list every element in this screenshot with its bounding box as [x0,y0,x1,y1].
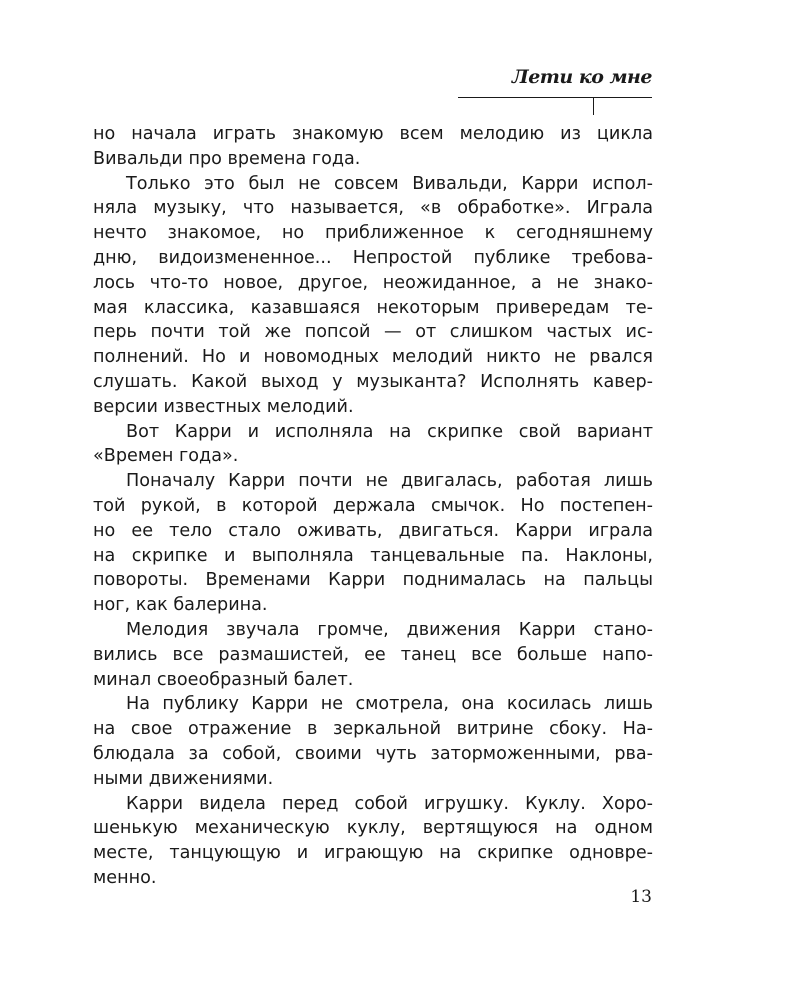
text-line: перь почти той же попсой — от слишком частых ис- [93,322,653,343]
text-line: «Времен года». [93,446,239,467]
body-text [93,122,653,891]
text-line: шенькую механическую куклу, вертящуюся на одном [93,818,653,839]
text-line: дню, видоизмененное... Непростой публике требова- [93,247,653,268]
text-line: лось что-то новое, другое, неожиданное, а не знако- [93,272,653,293]
text-line: месте, танцующую и играющую на скрипке одновре- [93,843,653,864]
text-line: Вот Карри и исполняла на скрипке свой вариант [126,421,653,442]
text-line: няла музыку, что называется, «в обработке». Играла [93,198,653,219]
text-line: но начала играть знакомую всем мелодию из цикла [93,124,653,144]
text-line: минал своеобразный балет. [93,669,354,690]
text-line: вились все размашистей, ее танец все больше напо- [93,644,653,665]
text-line: Карри видела перед собой игрушку. Куклу. Хоро- [126,793,653,814]
text-line: повороты. Временами Карри поднималась на пальцы [93,570,653,591]
text-line: ными движениями. [93,768,274,789]
header-rule [458,97,652,98]
text-line: ног, как балерина. [93,595,268,616]
text-line: менно. [93,867,157,888]
text-line: на скрипке и выполняла танцевальные па. Наклоны, [93,545,653,566]
text-line: Поначалу Карри почти не двигалась, работая лишь [126,471,653,492]
text-line: На публику Карри не смотрела, она косилась лишь [126,694,653,715]
header-rule-tick [593,97,594,115]
text-line: Вивальди про времена года. [93,148,361,169]
text-line: нечто знакомое, но приближенное к сегодняшнему [93,223,653,244]
text-line: мая классика, казавшаяся некоторым привередам те- [93,297,653,318]
text-line: блюдала за собой, своими чуть заторможенными, рва- [93,743,653,764]
text-line: Только это был не совсем Вивальди, Карри испол- [126,173,653,194]
text-line: но ее тело стало оживать, двигаться. Карри играла [93,520,653,541]
page-number: 13 [630,887,652,907]
text-line: полнений. Но и новомодных мелодий никто не рвался [93,347,653,368]
text-line: версии известных мелодий. [93,396,354,417]
text-line: на свое отражение в зеркальной витрине сбоку. На- [93,719,653,740]
text-line: той рукой, в которой держала смычок. Но постепен- [93,495,653,516]
text-line: слушать. Какой выход у музыканта? Исполнять кавер- [93,371,653,392]
running-title: Лети ко мне [511,66,652,88]
text-line: Мелодия звучала громче, движения Карри стано- [126,619,653,640]
